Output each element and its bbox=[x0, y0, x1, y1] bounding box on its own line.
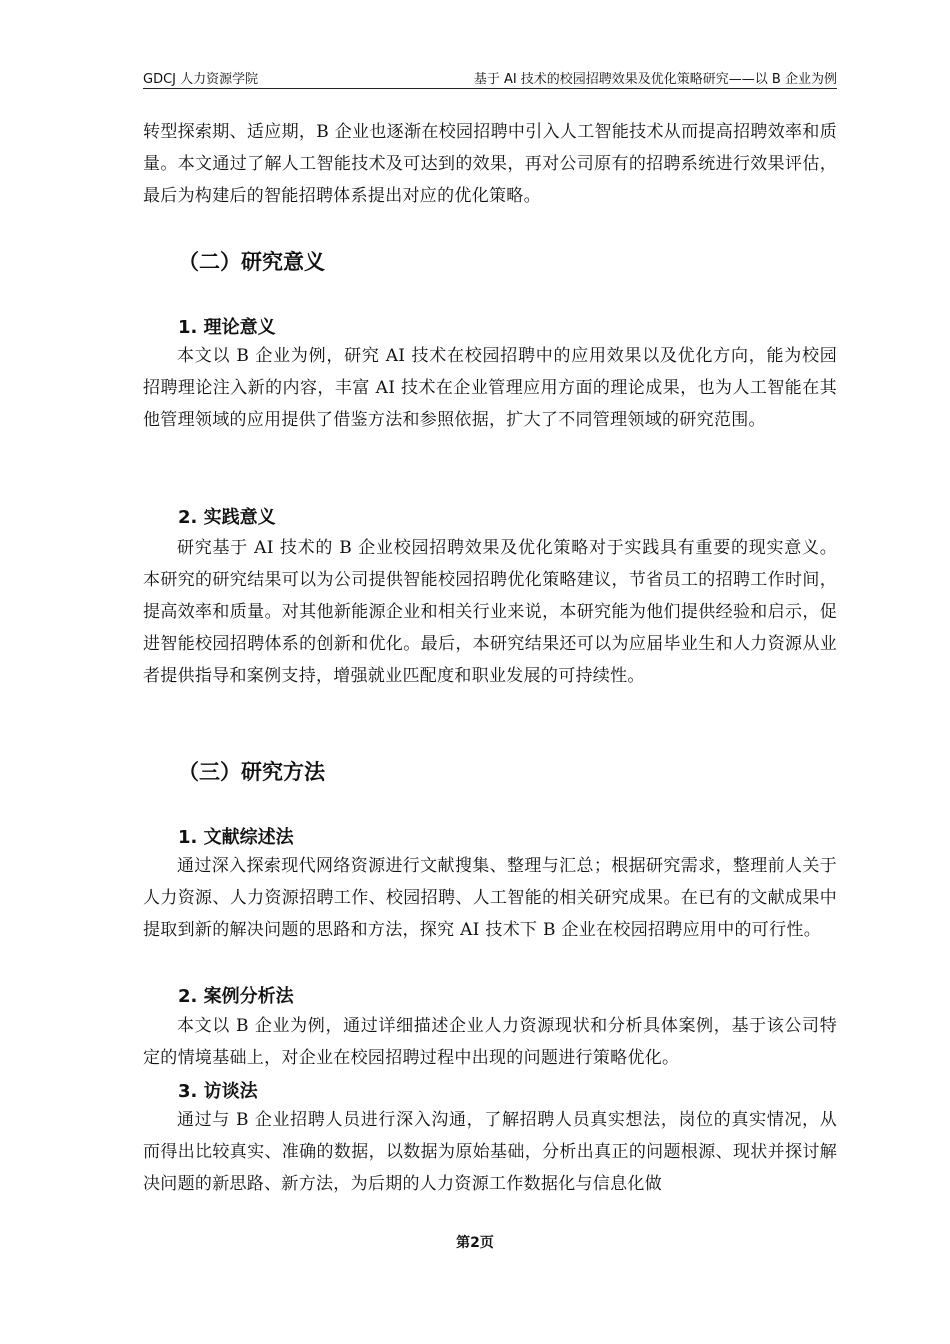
subheading-case-analysis: 2. 案例分析法 bbox=[178, 986, 294, 1007]
paragraph-case-analysis: 本文以 B 企业为例，通过详细描述企业人力资源现状和分析具体案例，基于该公司特定的情境基础上，对企业在校园招聘过程中出现的问题进行策略优化。 bbox=[143, 1016, 837, 1068]
paragraph-literature-review: 通过深入探索现代网络资源进行文献搜集、整理与汇总；根据研究需求，整理前人关于人力资源、人力资源招聘工作、校园招聘、人工智能的相关研究成果。在已有的文献成果中提取到新的解决问题的思路和方法，探究 AI 技术下 B 企业在校园招聘应用中的可行性。 bbox=[143, 856, 837, 940]
section-heading-significance: （二）研究意义 bbox=[178, 250, 325, 274]
page-header bbox=[143, 66, 837, 89]
intro-paragraph: 转型探索期、适应期，B 企业也逐渐在校园招聘中引入人工智能技术从而提高招聘效率和质量。本文通过了解人工智能技术及可达到的效果，再对公司原有的招聘系统进行效果评估，最后为构建后的智能招聘体系提出对应的优化策略。 bbox=[143, 122, 837, 206]
paragraph-theoretical: 本文以 B 企业为例，研究 AI 技术在校园招聘中的应用效果以及优化方向，能为校园招聘理论注入新的内容，丰富 AI 技术在企业管理应用方面的理论成果，也为人工智能在其他管理领域的应用提供了借鉴方法和参照依据，扩大了不同管理领域的研究范围。 bbox=[143, 346, 837, 430]
subheading-practical: 2. 实践意义 bbox=[178, 507, 276, 528]
subheading-interview: 3. 访谈法 bbox=[178, 1081, 258, 1102]
subheading-theoretical: 1. 理论意义 bbox=[178, 317, 276, 338]
header-institution: GDCJ 人力资源学院 bbox=[143, 72, 259, 87]
section-heading-methods: （三）研究方法 bbox=[178, 760, 325, 784]
subheading-literature-review: 1. 文献综述法 bbox=[178, 827, 294, 848]
paragraph-interview: 通过与 B 企业招聘人员进行深入沟通，了解招聘人员真实想法，岗位的真实情况，从而得出比较真实、准确的数据，以数据为原始基础，分析出真正的问题根源、现状并探讨解决问题的新思路、新方法，为后期的人力资源工作数据化与信息化做 bbox=[143, 1110, 837, 1194]
page-number: 第2页 bbox=[456, 1235, 494, 1251]
header-paper-title: 基于 AI 技术的校园招聘效果及优化策略研究——以 B 企业为例 bbox=[473, 72, 837, 87]
paragraph-practical: 研究基于 AI 技术的 B 企业校园招聘效果及优化策略对于实践具有重要的现实意义。本研究的研究结果可以为公司提供智能校园招聘优化策略建议，节省员工的招聘工作时间，提高效率和质量。对其他新能源企业和相关行业来说，本研究能为他们提供经验和启示，促进智能校园招聘体系的创新和优化。最后，本研究结果还可以为应届毕业生和人力资源从业者提供指导和案例支持，增强就业匹配度和职业发展的可持续性。 bbox=[143, 538, 837, 686]
